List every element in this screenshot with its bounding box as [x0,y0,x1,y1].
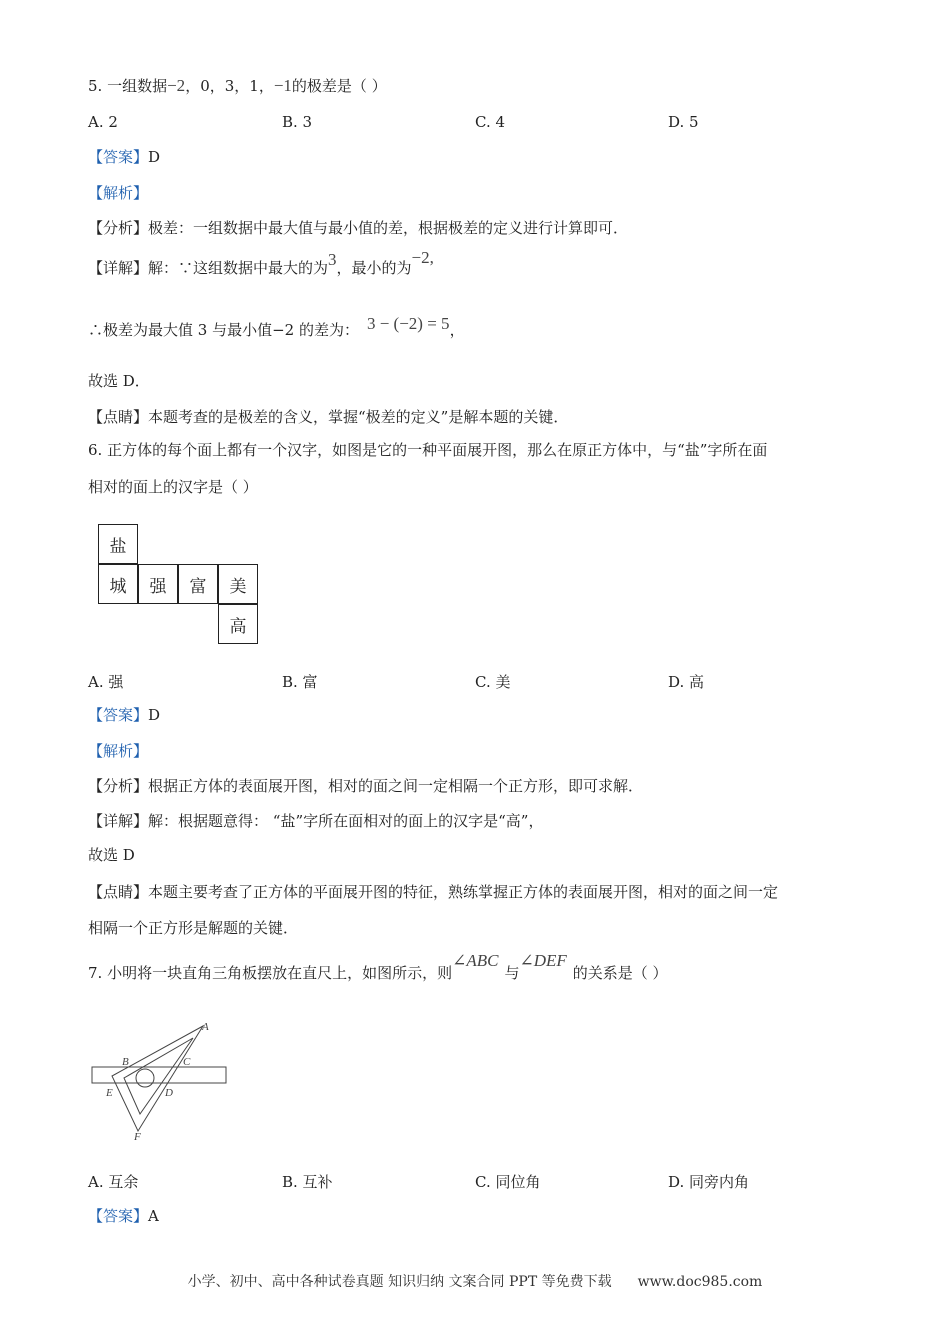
net-cell-row-1: 城 [98,564,138,604]
net-cell-row-4: 美 [218,564,258,604]
q7-answer: 【答案】A [88,1207,159,1225]
q6-fenxi: 【分析】根据正方体的表面展开图，相对的面之间一定相隔一个正方形，即可求解． [88,777,644,795]
q7-option-b: B. 互补 [282,1173,333,1191]
q6-option-a: A. 强 [88,673,124,691]
q5-guxuan: 故选 D． [88,372,150,390]
q6-jiexi: 【解析】 [88,742,149,760]
q5-option-c: C. 4 [475,113,506,131]
label-e: E [106,1087,113,1099]
q7-option-a: A. 互余 [88,1173,139,1191]
page-footer [0,1271,950,1291]
ruler [92,1067,226,1083]
net-cell-row-2: 强 [138,564,178,604]
q5-option-a: A. 2 [88,113,118,131]
q7-stem: 7. 小明将一块直角三角板摆放在直尺上，如图所示，则∠ABC与∠DEF的关系是（ ） [88,951,668,982]
q6-dianjing-line2: 相隔一个正方形是解题的关键． [88,919,299,937]
q6-xiangjie: 【详解】解：根据题意得： “盐”字所在面相对的面上的汉字是“高”， [88,812,544,830]
q5-xiangjie: 【详解】解：∵这组数据中最大的为3，最小的为−2, [88,248,434,277]
q6-stem-line1: 6. 正方体的每个面上都有一个汉字，如图是它的一种平面展开图，那么在原正方体中，与“盐”字所在面 [88,441,768,459]
q5-option-b: B. 3 [282,113,313,131]
label-c: C [183,1056,191,1068]
q6-option-b: B. 富 [282,673,318,691]
triangle-inner [124,1038,193,1114]
q6-answer: 【答案】D [88,706,161,724]
q5-dianjing: 【点睛】本题考查的是极差的含义，掌握“极差的定义”是解本题的关键． [88,408,569,426]
q5-fenxi: 【分析】极差：一组数据中最大值与最小值的差，根据极差的定义进行计算即可． [88,219,629,237]
q7-option-d: D. 同旁内角 [668,1173,750,1191]
q6-guxuan: 故选 D [88,846,135,864]
net-cell-bottom: 高 [218,604,258,644]
label-d: D [165,1087,173,1099]
net-cell-top: 盐 [98,524,138,564]
q6-option-c: C. 美 [475,673,511,691]
q5-range-line: ∴极差为最大值 3 与最小值−2 的差为： 3 − (−2) = 5， [88,314,465,339]
q5-answer: 【答案】D [88,148,161,166]
q6-stem-line2: 相对的面上的汉字是（ ） [88,478,258,496]
label-a: A [202,1021,209,1033]
label-b: B [122,1056,129,1068]
net-cell-row-3: 富 [178,564,218,604]
q5-stem: 5. 一组数据−2，0，3，1，−1的极差是（ ） [88,76,387,95]
triangle-hole [136,1069,154,1087]
q5-option-d: D. 5 [668,113,699,131]
q6-dianjing-line1: 【点睛】本题主要考查了正方体的平面展开图的特征，熟练掌握正方体的表面展开图，相对的面之间一定 [88,883,779,901]
footer-url[interactable]: www.doc985.com [637,1274,763,1290]
footer-text: 小学、初中、高中各种试卷真题 知识归纳 文案合同 PPT 等免费下载 [187,1274,612,1290]
q5-jiexi: 【解析】 [88,184,149,202]
q7-option-c: C. 同位角 [475,1173,541,1191]
q6-option-d: D. 高 [668,673,705,691]
label-f: F [134,1131,141,1143]
triangle-outer [112,1026,203,1131]
ruler-triangle-figure [88,1016,233,1146]
